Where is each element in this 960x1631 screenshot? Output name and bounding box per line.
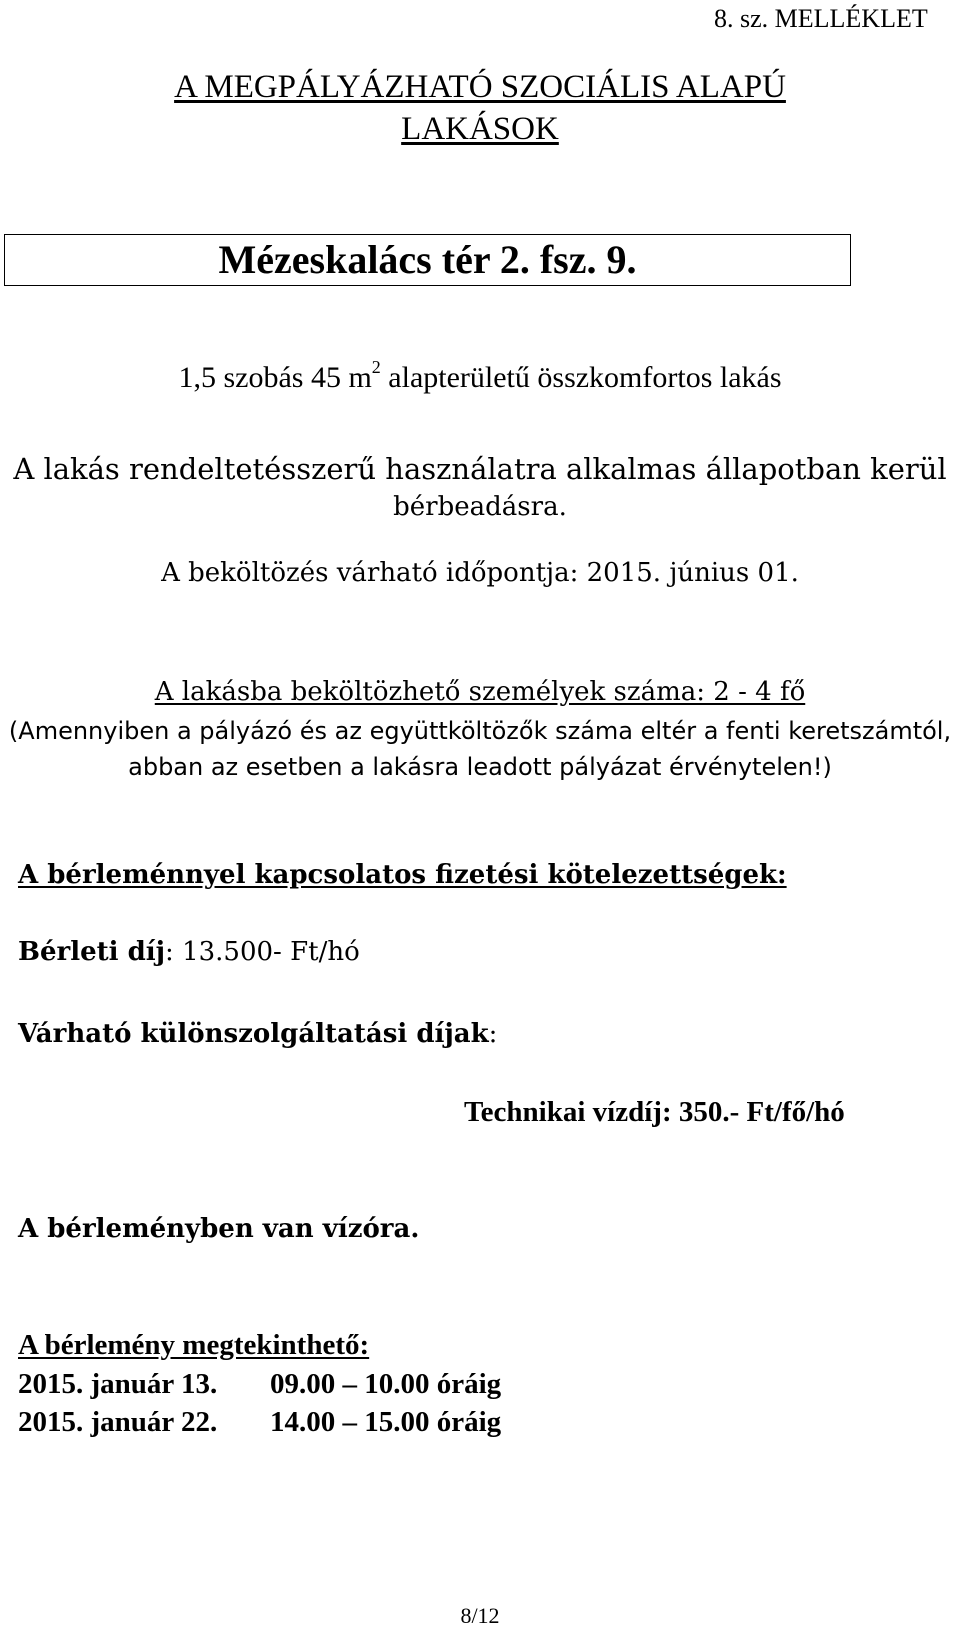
rent-value: : 13.500- Ft/hó — [165, 937, 360, 967]
apartment-description-rest: alapterületű összkomfortos lakás — [380, 361, 782, 394]
apartment-address: Mézeskalács tér 2. fsz. 9. — [218, 237, 637, 282]
viewing-heading: A bérlemény megtekinthető: — [18, 1329, 370, 1361]
document-title — [0, 66, 960, 150]
occupants-note-line-1: (Amennyiben a pályázó és az együttköltözők száma eltér a fenti keretszámtól, — [8, 717, 952, 745]
page-number: 8/12 — [460, 1603, 500, 1628]
occupants-heading: A lakásba beköltözhető személyek száma: 2 - 4 fő — [154, 677, 806, 707]
obligations-heading: A bérleménnyel kapcsolatos fizetési kötelezettségek: — [18, 860, 787, 890]
viewing-time: 09.00 – 10.00 óráig — [270, 1368, 502, 1400]
water-fee: Technikai vízdíj: 350.- Ft/fő/hó — [464, 1096, 845, 1128]
annex-label: 8. sz. MELLÉKLET — [714, 4, 928, 33]
apartment-condition-line-1: A lakás rendeltetésszerű használatra alkalmas állapotban kerül — [13, 452, 947, 486]
extra-fees-label: Várható különszolgáltatási díjak — [18, 1019, 489, 1049]
extra-fees-row — [18, 1019, 497, 1049]
move-in-date: A beköltözés várható időpontja: 2015. június 01. — [161, 558, 799, 588]
water-meter-note: A bérleményben van vízóra. — [18, 1214, 420, 1244]
occupants-note-line-2: abban az esetben a lakásra leadott pályázat érvénytelen!) — [128, 753, 832, 781]
apartment-condition-line-2: bérbeadásra. — [393, 492, 567, 522]
apartment-description — [0, 357, 960, 395]
viewing-slot — [18, 1368, 501, 1401]
rent-row — [18, 937, 360, 967]
apartment-condition — [0, 450, 960, 526]
viewing-time: 14.00 – 15.00 óráig — [270, 1406, 502, 1438]
document-title-line-1: A MEGPÁLYÁZHATÓ SZOCIÁLIS ALAPÚ — [174, 69, 786, 105]
rent-label: Bérleti díj — [18, 937, 166, 967]
occupants-note — [0, 713, 960, 785]
document-title-line-2: LAKÁSOK — [401, 111, 559, 147]
square-meter-exponent: 2 — [371, 357, 381, 377]
viewing-slot — [18, 1406, 501, 1439]
viewing-date: 2015. január 13. — [18, 1368, 218, 1400]
apartment-description-text: 1,5 szobás 45 m — [178, 361, 372, 394]
viewing-date: 2015. január 22. — [18, 1406, 218, 1438]
extra-fees-colon: : — [488, 1019, 498, 1049]
